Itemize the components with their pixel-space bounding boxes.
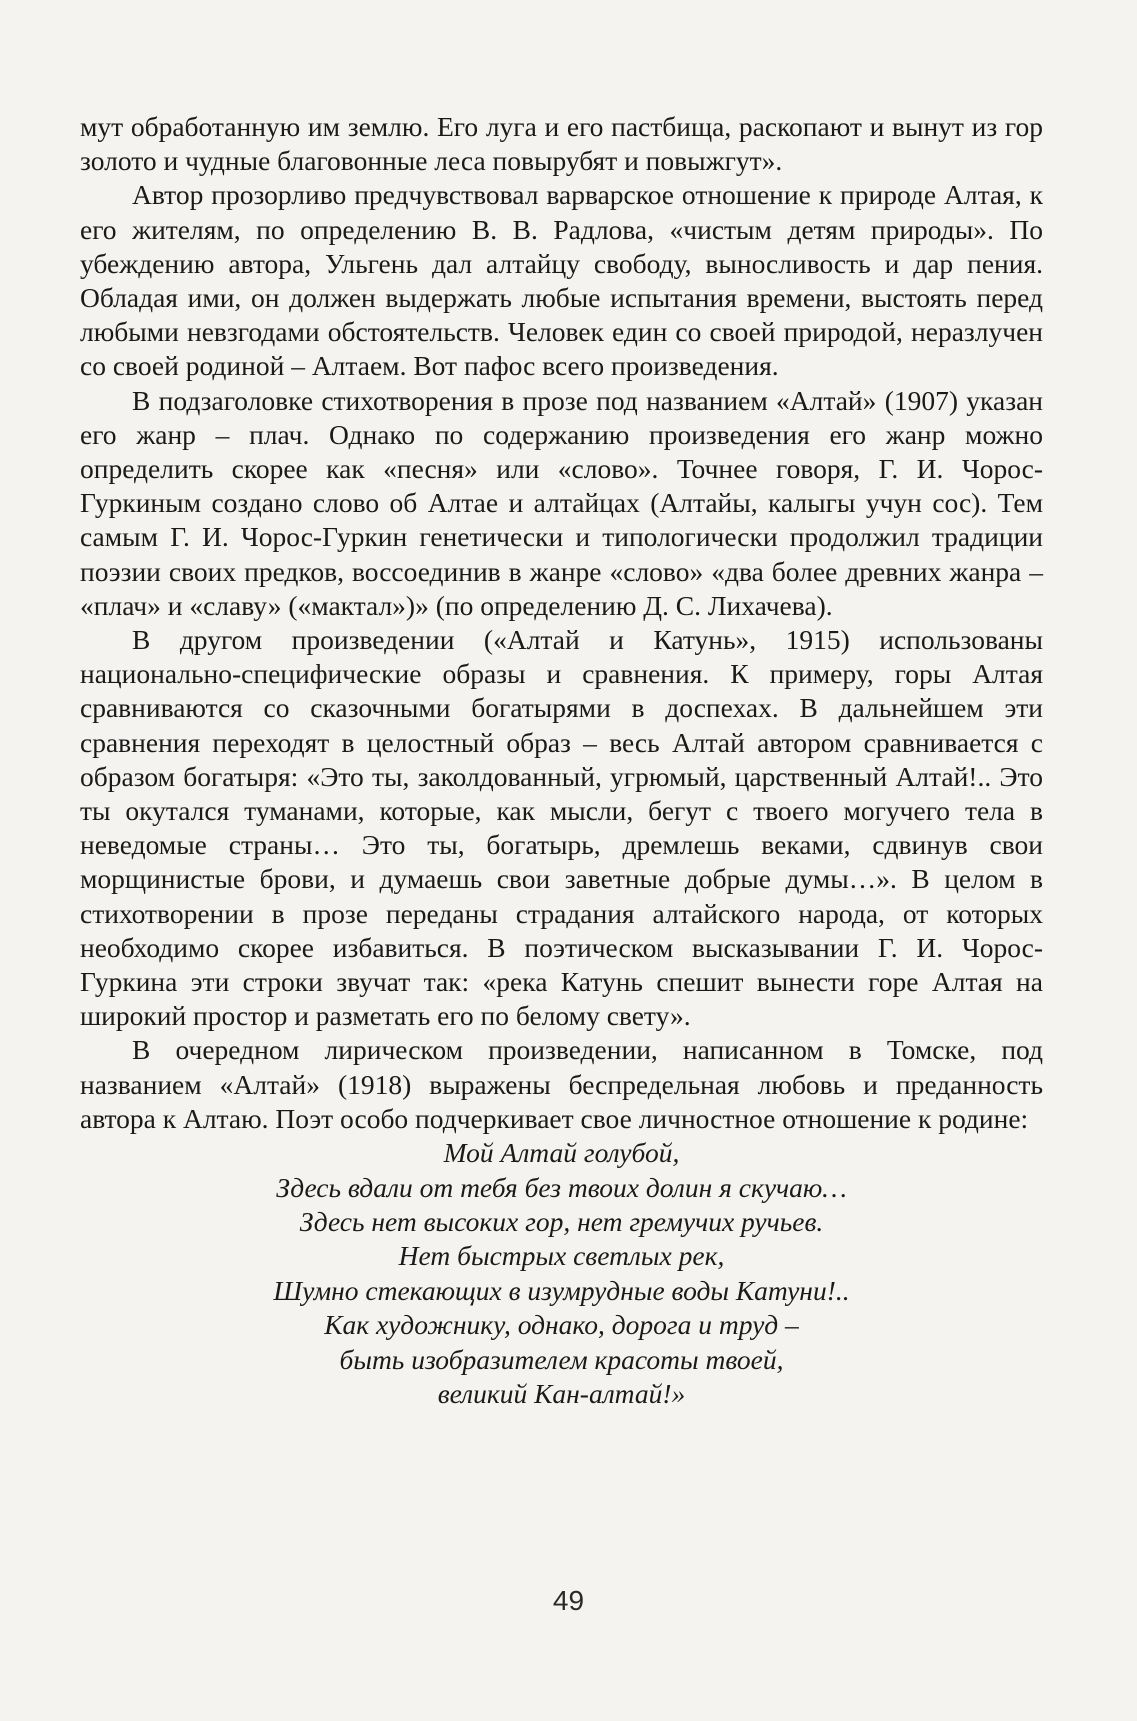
- poem-quote: [80, 1136, 1043, 1411]
- poem-line: великий Кан-алтай!»: [437, 1377, 686, 1409]
- paragraph: В другом произведении («Алтай и Катунь», 1915) использованы национально-специфические образы и сравнения. К примеру, горы Алтая сравниваются со сказочными богатырями в доспехах. В дальнейшем эти сравнения переходят в целостный образ – весь Алтай автором сравнивается с образом богатыря: «Это ты, заколдованный, угрюмый, царственный Алтай!.. Это ты окутался туманами, которые, как мысли, бегут с твоего могучего тела в неведомые страны… Это ты, богатырь, дремлешь веками, сдвинув свои морщинистые брови, и думаешь свои заветные добрые думы…». В целом в стихотворении в прозе переданы страдания алтайского народа, от которых необходимо скорее избавиться. В поэтическом высказывании Г. И. Чорос-Гуркина эти строки звучат так: «река Катунь спешит вынести горе Алтая на широкий простор и разметать его по белому свету».: [80, 624, 1043, 1032]
- poem-line: Как художнику, однако, дорога и труд –: [324, 1309, 799, 1341]
- paragraph: Автор прозорливо предчувствовал варварское отношение к природе Алтая, к его жителям, по определению В. В. Радлова, «чистым детям природы». По убеждению автора, Ульгень дал алтайцу свободу, выносливость и дар пения. Обладая ими, он должен выдержать любые испытания времени, выстоять перед любыми невзгодами обстоятельств. Человек един со своей природой, неразлучен со своей родиной – Алтаем. Вот пафос всего произведения.: [80, 179, 1043, 382]
- poem-line: Шумно стекающих в изумрудные воды Катуни!..: [273, 1274, 850, 1306]
- page-number: 49: [552, 1585, 585, 1616]
- poem-line: Нет быстрых светлых рек,: [398, 1240, 725, 1272]
- poem-line: Здесь нет высоких гор, нет гремучих ручьев.: [299, 1205, 824, 1237]
- paragraph: мут обработанную им землю. Его луга и его пастбища, раскопают и вынут из гор золото и чудные благовонные леса повырубят и повыжгут».: [80, 111, 1043, 177]
- paragraph: В подзаголовке стихотворения в прозе под названием «Алтай» (1907) указан его жанр – плач. Однако по содержанию произведения его жанр можно определить скорее как «песня» или «слово». Точнее говоря, Г. И. Чорос-Гуркиным создано слово об Алтае и алтайцах (Алтайы, калыгы учун сос). Тем самым Г. И. Чорос-Гуркин генетически и типологически продолжил традиции поэзии своих предков, воссоединив в жанре «слово» «два более древних жанра – «плач» и «славу» («мактал»)» (по определению Д. С. Лихачева).: [80, 384, 1043, 621]
- page-body: [80, 110, 1043, 1411]
- poem-line: Мой Алтай голубой,: [443, 1137, 680, 1169]
- paragraph: В очередном лирическом произведении, написанном в Томске, под названием «Алтай» (1918) выражены беспредельная любовь и преданность автора к Алтаю. Поэт особо подчеркивает свое личностное отношение к родине:: [80, 1034, 1043, 1134]
- poem-line: Здесь вдали от тебя без твоих долин я скучаю…: [276, 1171, 847, 1203]
- poem-line: быть изобразителем красоты твоей,: [339, 1343, 784, 1375]
